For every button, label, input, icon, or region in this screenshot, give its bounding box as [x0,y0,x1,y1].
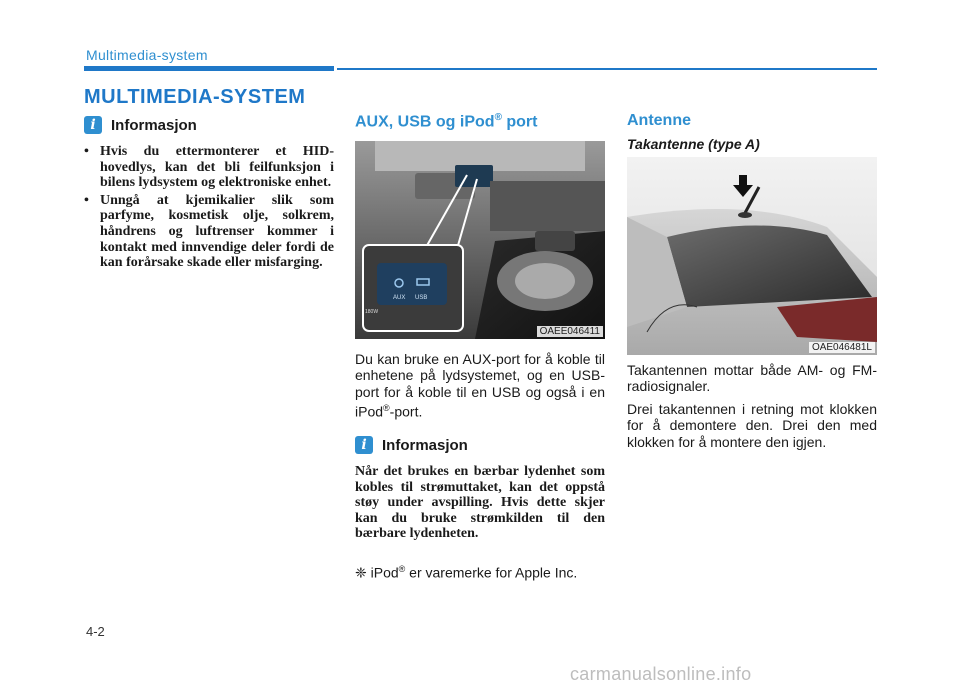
info-title: Informasjon [382,436,468,454]
aux-label: AUX [393,295,406,301]
watt-label: 180W [365,309,379,315]
registered-mark: ® [494,112,502,123]
section-tab: Multimedia-system [86,47,208,63]
body-text-end: -port. [389,403,423,420]
header-rule-thin [337,68,877,70]
info-header [84,116,334,134]
trademark-note [355,561,605,581]
page-number: 4-2 [86,624,105,639]
aux-usb-heading [355,112,537,131]
heading-text: AUX, USB og iPod [355,113,495,131]
info-icon: i [84,116,102,134]
antenna-heading: Antenne [627,112,691,129]
info-bullets [84,144,334,271]
info-header [355,436,605,454]
usb-label: USB [415,295,428,301]
figure-code: OAE046481L [809,342,875,353]
chapter-title: MULTIMEDIA-SYSTEM [84,86,306,108]
car-roof-photo [627,157,877,355]
console-photo [355,141,605,339]
note-text: iPod [366,564,399,581]
info-bullet: • Hvis du ettermonterer et HID-hovedlys, kan det bli feilfunksjon i bilens lydsystem og elektroniske enhet. [84,144,334,191]
info-box-middle [355,436,605,542]
antenna-body [627,362,877,450]
figure-code: OAEE046411 [537,326,603,337]
registered-mark: ® [398,564,406,574]
body-text: Du kan bruke en AUX-port for å koble til enhetene på lydsystemet, og en USB-port for å koble til en USB og også i en iPod [355,351,605,420]
info-icon: i [355,436,373,454]
aux-usb-figure [355,141,605,339]
antenna-subheading: Takantenne (type A) [627,136,760,152]
antenna-paragraph: Takantennen mottar både AM- og FM-radiosignaler. [627,362,877,395]
watermark: carmanualsonline.info [570,664,752,684]
antenna-paragraph: Drei takantennen i retning mot klokken for å demontere den. Drei den med klokken for å montere den igjen. [627,400,877,450]
aux-usb-body [355,351,605,420]
note-text-end: er varemerke for Apple Inc. [405,564,578,581]
info-text: Når det brukes en bærbar lydenhet som kobles til strømuttaket, kan det oppstå støy under avspilling. Hvis dette skjer kan du bruke strømkilden til den bærbare lydenheten. [355,464,605,542]
heading-text-end: port [501,113,538,131]
info-bullet: • Unngå at kjemikalier slik som parfyme, kosmetisk olje, solkrem, håndrens og luftrenser kommer i kontakt med innvendige deler fordi de kan forårsake skade eller misfarging. [84,193,334,271]
info-title: Informasjon [111,116,197,134]
info-box-left [84,116,334,273]
registered-mark: ® [383,403,390,414]
header-rule-thick [84,66,334,71]
note-symbol: ❈ [355,564,367,581]
antenna-figure [627,157,877,355]
